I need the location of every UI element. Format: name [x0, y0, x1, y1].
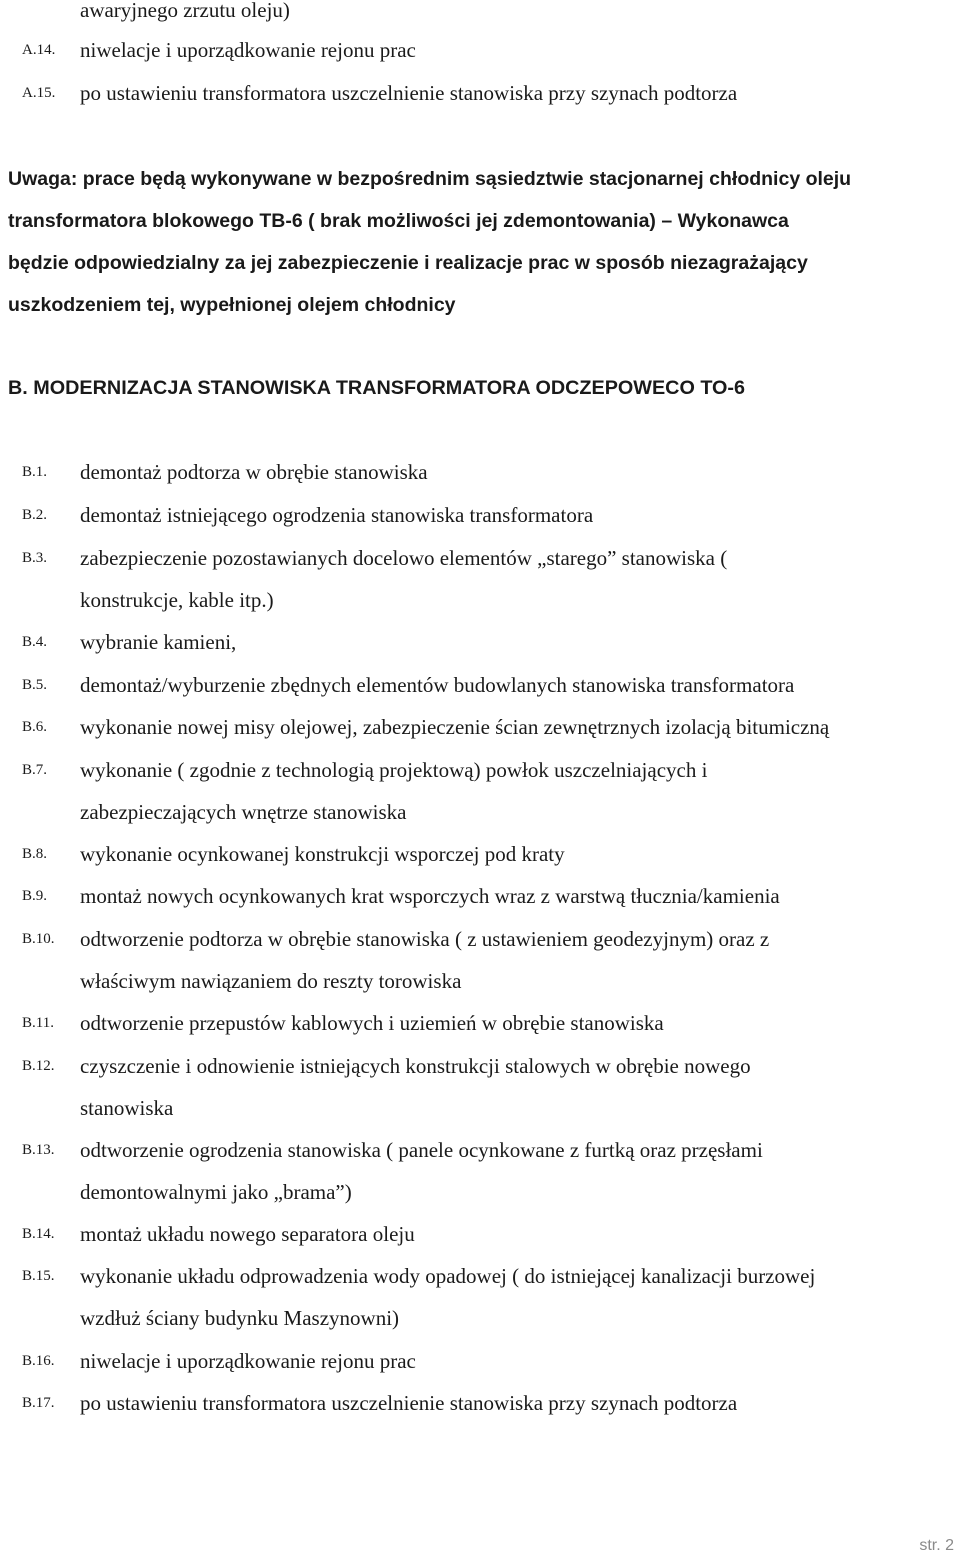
item-number: B.7.: [22, 762, 48, 778]
list-item-text: stanowiska: [80, 1096, 174, 1120]
list-item-text: niwelacje i uporządkowanie rejonu prac: [80, 38, 416, 62]
list-item-continuation: awaryjnego zrzutu oleju): [80, 0, 290, 22]
list-item-text: wykonanie nowej misy olejowej, zabezpieczenie ścian zewnętrznych izolacją bitumiczną: [80, 715, 830, 739]
item-number: B.12.: [22, 1058, 55, 1074]
note-line: Uwaga: prace będą wykonywane w bezpośrednim sąsiedztwie stacjonarnej chłodnicy oleju: [8, 168, 852, 190]
item-number: B.9.: [22, 888, 48, 904]
note-line: będzie odpowiedzialny za jej zabezpieczenie i realizacje prac w sposób niezagrażający: [8, 252, 808, 274]
item-number: B.6.: [22, 719, 48, 735]
item-number: B.14.: [22, 1226, 55, 1242]
list-item-text: zabezpieczających wnętrze stanowiska: [80, 800, 407, 824]
item-number: B.5.: [22, 677, 48, 693]
item-number: B.4.: [22, 634, 48, 650]
list-item-text: wykonanie układu odprowadzenia wody opadowej ( do istniejącej kanalizacji burzowej: [80, 1264, 816, 1288]
list-item-text: czyszczenie i odnowienie istniejących konstrukcji stalowych w obrębie nowego: [80, 1054, 751, 1078]
item-number: B.11.: [22, 1015, 54, 1031]
item-number: B.17.: [22, 1395, 55, 1411]
list-item-text: wzdłuż ściany budynku Maszynowni): [80, 1306, 400, 1330]
item-number: B.13.: [22, 1142, 55, 1158]
list-item-text: konstrukcje, kable itp.): [80, 588, 274, 612]
list-item-text: demontowalnymi jako „brama”): [80, 1180, 352, 1204]
list-item-text: po ustawieniu transformatora uszczelnienie stanowiska przy szynach podtorza: [80, 1391, 738, 1415]
list-item-text: montaż układu nowego separatora oleju: [80, 1222, 415, 1246]
item-number: A.14.: [22, 42, 56, 58]
list-item-text: zabezpieczenie pozostawianych docelowo elementów „starego” stanowiska (: [80, 546, 728, 570]
list-item-text: po ustawieniu transformatora uszczelnienie stanowiska przy szynach podtorza: [80, 81, 738, 105]
list-item-text: odtworzenie podtorza w obrębie stanowiska ( z ustawieniem geodezyjnym) oraz z: [80, 927, 770, 951]
section-heading: B. MODERNIZACJA STANOWISKA TRANSFORMATORA ODCZEPOWECO TO-6: [8, 377, 746, 399]
list-item-text: demontaż/wyburzenie zbędnych elementów budowlanych stanowiska transformatora: [80, 673, 795, 697]
list-item-text: wykonanie ocynkowanej konstrukcji wsporczej pod kraty: [80, 842, 565, 866]
list-item-text: wybranie kamieni,: [80, 630, 237, 654]
page-number: str. 2: [919, 1537, 954, 1554]
item-number: B.1.: [22, 464, 48, 480]
item-number: B.15.: [22, 1268, 55, 1284]
list-item-text: odtworzenie przepustów kablowych i uziemień w obrębie stanowiska: [80, 1011, 664, 1035]
list-item-text: wykonanie ( zgodnie z technologią projektową) powłok uszczelniających i: [80, 758, 708, 782]
item-number: B.3.: [22, 550, 48, 566]
list-item-text: demontaż podtorza w obrębie stanowiska: [80, 460, 428, 484]
list-item-text: demontaż istniejącego ogrodzenia stanowiska transformatora: [80, 503, 594, 527]
note-line: transformatora blokowego TB-6 ( brak możliwości jej zdemontowania) – Wykonawca: [8, 210, 789, 232]
item-number: B.16.: [22, 1353, 55, 1369]
list-item-text: odtworzenie ogrodzenia stanowiska ( panele ocynkowane z furtką oraz przęsłami: [80, 1138, 763, 1162]
list-item-text: montaż nowych ocynkowanych krat wsporczych wraz z warstwą tłucznia/kamienia: [80, 884, 780, 908]
item-number: B.10.: [22, 931, 55, 947]
note-line: uszkodzeniem tej, wypełnionej olejem chłodnicy: [8, 294, 456, 316]
item-number: B.8.: [22, 846, 48, 862]
list-item-text: niwelacje i uporządkowanie rejonu prac: [80, 1349, 416, 1373]
list-item-text: właściwym nawiązaniem do reszty torowiska: [80, 969, 462, 993]
item-number: B.2.: [22, 507, 48, 523]
item-number: A.15.: [22, 85, 56, 101]
